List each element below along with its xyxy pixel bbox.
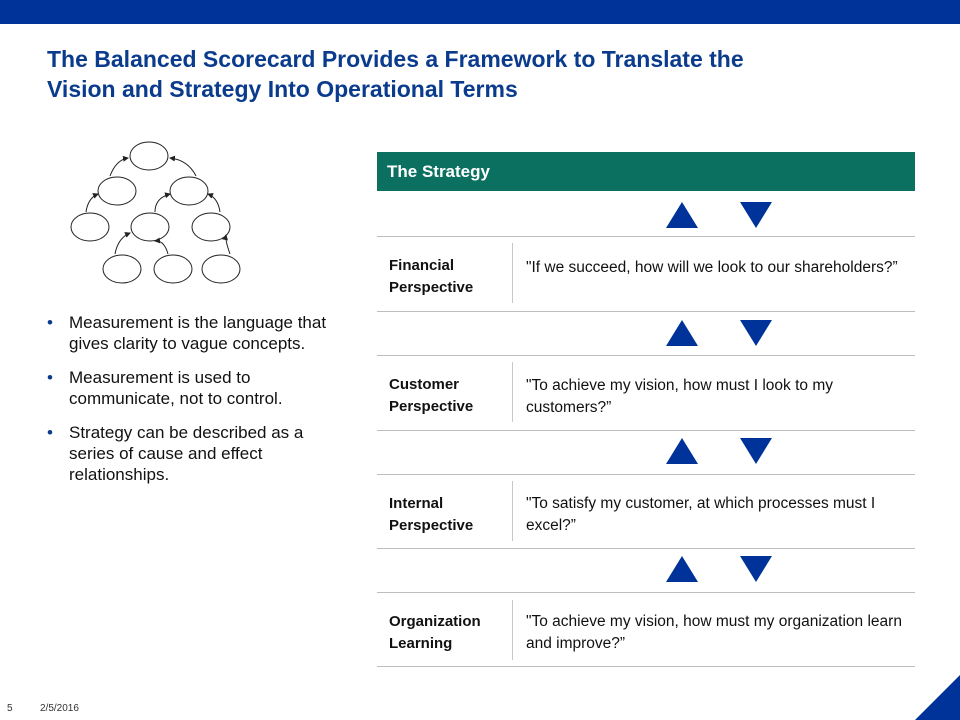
up-arrow-icon — [666, 202, 698, 228]
divider — [377, 548, 915, 549]
perspective-question: "To satisfy my customer, at which processes must I excel?” — [526, 495, 876, 534]
bullet-list — [45, 312, 335, 498]
perspective-label-line: Perspective — [389, 279, 474, 296]
tree-arrow — [110, 158, 128, 176]
perspective-label — [389, 611, 509, 655]
bullet-dot-icon: • — [47, 423, 53, 442]
perspective-label-line: Financial — [389, 257, 455, 274]
row-separator — [512, 243, 513, 303]
divider — [377, 311, 915, 312]
page-number: 5 — [7, 703, 13, 714]
tree-arrow — [155, 194, 170, 212]
strategy-header: The Strategy — [377, 152, 915, 191]
divider — [377, 666, 915, 667]
arrow-pair — [666, 556, 776, 586]
bullet-dot-icon: • — [47, 313, 53, 332]
perspective-label-line: Customer — [389, 376, 460, 393]
divider — [377, 474, 915, 475]
perspective-label-line: Perspective — [389, 517, 474, 534]
down-arrow-icon — [740, 202, 772, 228]
cause-effect-tree-diagram — [60, 130, 260, 285]
perspective-label — [389, 493, 509, 537]
tree-node — [103, 255, 141, 283]
top-banner — [0, 0, 960, 24]
tree-node — [71, 213, 109, 241]
arrow-pair — [666, 320, 776, 350]
tree-node — [130, 142, 168, 170]
perspective-label — [389, 255, 509, 299]
tree-arrow — [86, 194, 98, 212]
tree-node — [131, 213, 169, 241]
perspective-label — [389, 374, 509, 418]
up-arrow-icon — [666, 556, 698, 582]
tree-node — [170, 177, 208, 205]
perspective-label-line: Organization — [389, 613, 481, 630]
corner-triangle-decoration — [915, 675, 960, 720]
up-arrow-icon — [666, 438, 698, 464]
bullet-text: Strategy can be described as a series of cause and effect relationships. — [69, 423, 304, 484]
title-line-2: Vision and Strategy Into Operational Terms — [47, 76, 518, 102]
perspective-question: "To achieve my vision, how must I look to my customers?” — [526, 377, 834, 416]
arrow-pair — [666, 202, 776, 232]
perspective-question: "To achieve my vision, how must my organization learn and improve?” — [526, 613, 902, 652]
bullet-dot-icon: • — [47, 368, 53, 387]
tree-node — [202, 255, 240, 283]
page-title — [47, 44, 907, 104]
tree-arrow — [208, 194, 220, 212]
perspective-label-line: Internal — [389, 495, 444, 512]
tree-arrow — [155, 241, 168, 254]
row-separator — [512, 481, 513, 541]
bullet-item — [45, 422, 335, 485]
divider — [377, 236, 915, 237]
bullet-item — [45, 367, 335, 409]
down-arrow-icon — [740, 556, 772, 582]
row-separator — [512, 600, 513, 660]
bullet-text: Measurement is used to communicate, not to control. — [69, 368, 283, 408]
arrow-pair — [666, 438, 776, 468]
tree-arrow — [226, 235, 230, 254]
down-arrow-icon — [740, 320, 772, 346]
tree-node — [98, 177, 136, 205]
row-separator — [512, 362, 513, 422]
tree-node — [154, 255, 192, 283]
tree-node — [192, 213, 230, 241]
down-arrow-icon — [740, 438, 772, 464]
tree-arrow — [170, 158, 196, 176]
footer-date: 2/5/2016 — [40, 703, 79, 714]
divider — [377, 592, 915, 593]
tree-arrow — [115, 233, 130, 254]
bullet-item — [45, 312, 335, 354]
perspective-label-line: Learning — [389, 635, 453, 652]
bullet-text: Measurement is the language that gives clarity to vague concepts. — [69, 313, 327, 353]
perspective-question: "If we succeed, how will we look to our shareholders?” — [526, 259, 898, 276]
title-line-1: The Balanced Scorecard Provides a Framework to Translate the — [47, 46, 744, 72]
up-arrow-icon — [666, 320, 698, 346]
perspective-label-line: Perspective — [389, 398, 474, 415]
divider — [377, 355, 915, 356]
divider — [377, 430, 915, 431]
